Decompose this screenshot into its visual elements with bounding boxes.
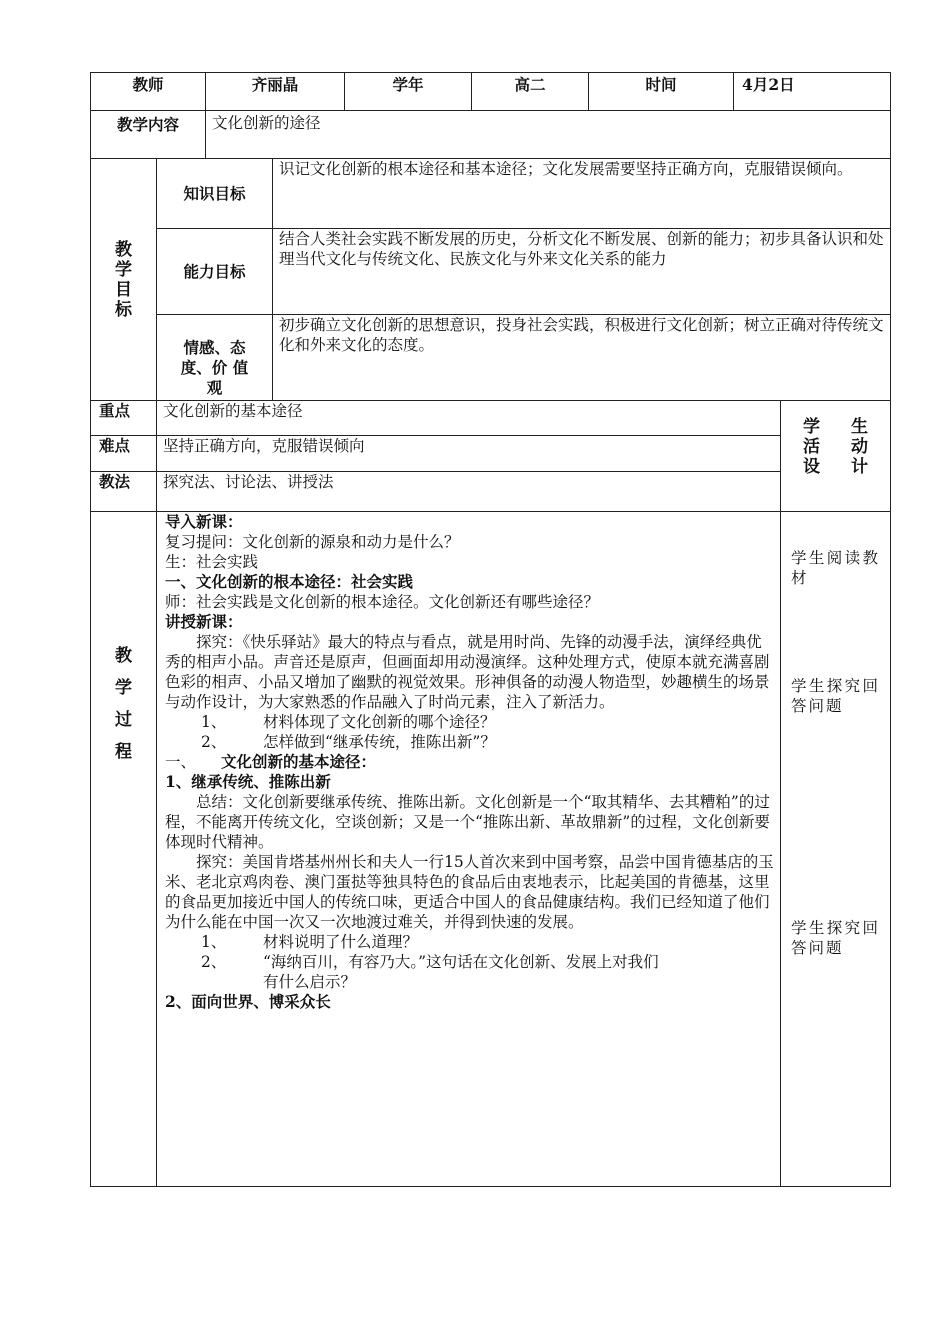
objectives-label-char: 教	[115, 239, 132, 260]
student-activity-header	[781, 401, 891, 512]
content-value: 文化创新的途径	[206, 111, 891, 159]
teacher-statement: 师：社会实践是文化创新的根本途径。文化创新还有哪些途径？	[165, 593, 600, 611]
teach-title: 讲授新课：	[165, 612, 243, 631]
method-row	[91, 472, 891, 512]
difficulty-row	[91, 436, 891, 472]
emotion-label-line: 观	[206, 378, 223, 397]
student-activity-char: 动	[851, 437, 869, 457]
question-number: 1、	[201, 933, 227, 951]
question-number: 2、	[201, 953, 227, 971]
subheading-world: 2、面向世界、博采众长	[165, 992, 331, 1011]
note-read-textbook: 学生阅读教材	[791, 549, 881, 587]
heading-text: 文化创新的基本途径：	[221, 752, 377, 771]
objectives-label	[91, 159, 157, 401]
question-item	[165, 732, 774, 752]
question-text: 材料体现了文化创新的哪个途径？	[263, 713, 496, 731]
question-text: 怎样做到“继承传统，推陈出新”？	[263, 733, 496, 751]
year-label: 学年	[345, 73, 472, 111]
teacher-name: 齐丽晶	[206, 73, 345, 111]
emotion-label	[157, 315, 273, 401]
content-row	[91, 111, 891, 159]
ability-objective-row	[91, 229, 891, 315]
heading-root-path: 一、文化创新的根本途径：社会实践	[165, 572, 414, 591]
knowledge-label: 知识目标	[157, 159, 273, 229]
note-explore-answer: 学生探究回答问题	[791, 677, 881, 715]
process-label-char: 学	[115, 678, 132, 698]
explore-paragraph-2: 探究：美国肯塔基州州长和夫人一行15人首次来到中国考察，品尝中国肯德基店的玉米、老北京鸡肉卷、澳门蛋挞等独具特色的食品后由衷地表示，比起美国的肯德基，这里的食品更加接近中国人的传统口味，更适合中国人的食品健康结构。我们已经知道了他们为什么能在中国一次又一次地渡过难关，并得到快速的发展。	[165, 853, 774, 931]
student-activity-line	[803, 457, 868, 477]
process-notes	[781, 512, 891, 1187]
lesson-plan-table	[90, 72, 891, 1187]
knowledge-text: 识记文化创新的根本途径和基本途径；文化发展需要坚持正确方向，克服错误倾向。	[273, 159, 891, 229]
process-content	[157, 512, 781, 1187]
knowledge-objective-row	[91, 159, 891, 229]
intro-title: 导入新课：	[165, 512, 243, 531]
content-label: 教学内容	[91, 111, 206, 159]
time-value: 4月2日	[734, 73, 891, 111]
student-activity-char: 计	[851, 457, 869, 477]
question-number: 2、	[201, 733, 227, 751]
objectives-label-char: 学	[115, 259, 132, 280]
note-explore-answer: 学生探究回答问题	[791, 919, 881, 957]
process-row	[91, 512, 891, 1187]
teacher-label: 教师	[91, 73, 206, 111]
question-item	[165, 932, 774, 952]
difficulty-value: 坚持正确方向，克服错误倾向	[157, 436, 781, 472]
year-value: 高二	[472, 73, 589, 111]
student-activity-line	[803, 417, 868, 437]
question-continuation: 有什么启示？	[263, 973, 357, 991]
review-question: 复习提问：文化创新的源泉和动力是什么？	[165, 533, 460, 551]
key-point-value: 文化创新的基本途径	[157, 401, 781, 436]
key-point-label: 重点	[91, 401, 157, 436]
student-activity-char: 学	[803, 417, 821, 437]
student-activity-char: 生	[851, 417, 869, 437]
method-label: 教法	[91, 472, 157, 512]
question-number: 1、	[201, 713, 227, 731]
question-item	[165, 712, 774, 732]
summary-paragraph: 总结：文化创新要继承传统、推陈出新。文化创新是一个“取其精华、去其糟粕”的过程，不能离开传统文化，空谈创新；又是一个“推陈出新、革故鼎新”的过程，文化创新要体现时代精神。	[165, 793, 770, 851]
emotion-text: 初步确立文化创新的思想意识，投身社会实践，积极进行文化创新；树立正确对待传统文化和外来文化的态度。	[273, 315, 891, 401]
objectives-label-char: 目	[115, 279, 132, 300]
time-label: 时间	[589, 73, 734, 111]
student-answer: 生：社会实践	[165, 553, 259, 571]
ability-text: 结合人类社会实践不断发展的历史，分析文化不断发展、创新的能力；初步具备认识和处理当代文化与传统文化、民族文化与外来文化关系的能力	[273, 229, 891, 315]
student-activity-char: 活	[803, 437, 821, 457]
header-row	[91, 73, 891, 111]
difficulty-label: 难点	[91, 436, 157, 472]
ability-label: 能力目标	[157, 229, 273, 315]
key-point-row	[91, 401, 891, 436]
explore-paragraph-1: 探究：《快乐驿站》最大的特点与看点，就是用时尚、先锋的动漫手法，演绎经典优秀的相声小品。声音还是原声，但画面却用动漫演绎。这种处理方式，使原本就充满喜剧色彩的相声、小品又增加了幽默的视觉效果。形神俱备的动漫人物造型，妙趣横生的场景与动作设计，为大家熟悉的作品融入了时尚元素，注入了新活力。	[165, 633, 770, 711]
subheading-inherit: 1、继承传统、推陈出新	[165, 772, 331, 791]
process-label-char: 程	[115, 742, 132, 762]
student-activity-line	[803, 437, 868, 457]
objectives-label-char: 标	[115, 299, 132, 320]
question-text: “海纳百川，有容乃大。”这句话在文化创新、发展上对我们	[263, 953, 659, 971]
process-label-char: 过	[115, 710, 132, 730]
emotion-label-line: 度、价 值	[180, 358, 249, 377]
question-text: 材料说明了什么道理？	[263, 933, 419, 951]
emotion-label-line: 情感、态	[183, 338, 246, 357]
process-label	[91, 512, 157, 1187]
heading-number: 一、	[165, 753, 197, 771]
method-value: 探究法、讨论法、讲授法	[157, 472, 781, 512]
student-activity-char: 设	[803, 457, 821, 477]
process-label-char: 教	[115, 646, 132, 666]
emotion-objective-row	[91, 315, 891, 401]
question-item	[165, 952, 774, 972]
heading-basic-path	[165, 752, 774, 772]
